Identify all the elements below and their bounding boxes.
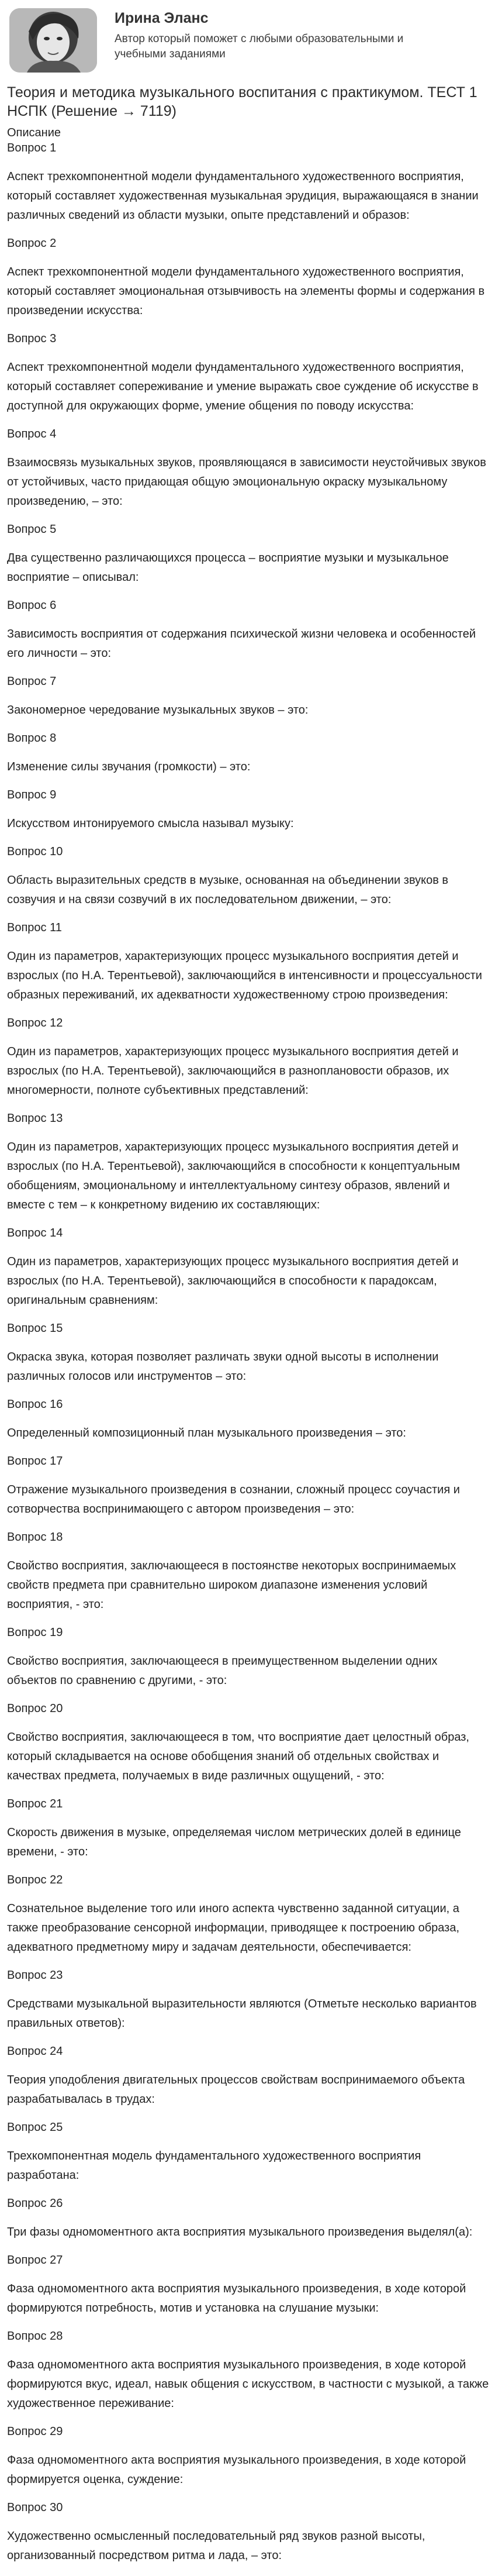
question-item — [7, 1796, 489, 1872]
question-number: Вопрос 11 — [7, 921, 62, 934]
question-text: Отражение музыкального произведения в сознании, сложный процесс соучастия и сотворчества воспринимающего с автором произведения – это: — [7, 1483, 460, 1516]
question-text: Фаза одномоментного акта восприятия музыкального произведения, в ходе которой формируются потребность, мотив и установка на слушание музыки: — [7, 2282, 466, 2315]
question-text: Средствами музыкальной выразительности являются (Отметьте несколько вариантов правильных ответов): — [7, 1998, 477, 2030]
question-item — [7, 674, 489, 731]
author-card[interactable] — [6, 6, 489, 78]
question-text: Взаимосвязь музыкальных звуков, проявляющаяся в зависимости неустойчивых звуков от устойчивых, часто придающая общую эмоциональную окраску музыкальному произведению, – это: — [7, 456, 486, 508]
question-item — [7, 2196, 489, 2253]
question-item — [7, 731, 489, 787]
question-item — [7, 1625, 489, 1701]
question-number: Вопрос 4 — [7, 428, 57, 440]
question-text: Фаза одномоментного акта восприятия музыкального произведения, в ходе которой формируются вкус, идеал, навык общения с искусством, в частности с музыкой, а также художественное переживание: — [7, 2358, 489, 2410]
question-number: Вопрос 24 — [7, 2045, 63, 2058]
question-text: Аспект трехкомпонентной модели фундаментального художественного восприятия, который составляет эмоциональная отзывчивость на элементы формы и содержания в произведении искусства: — [7, 266, 485, 317]
author-subtitle: Автор который поможет с любыми образовательными и учебными заданиями — [115, 33, 404, 60]
question-item — [7, 2329, 489, 2424]
question-number: Вопрос 8 — [7, 732, 57, 745]
question-number: Вопрос 3 — [7, 332, 57, 345]
question-number: Вопрос 17 — [7, 1455, 63, 1468]
question-text: Аспект трехкомпонентной модели фундаментального художественного восприятия, который составляет художественная музыкальная эрудиция, выражающаяся в знании различных сведений из области музыки, опыте представлений и образов: — [7, 170, 479, 222]
question-number: Вопрос 18 — [7, 1531, 63, 1544]
question-text: Изменение силы звучания (громкости) – это: — [7, 760, 251, 773]
question-item — [7, 426, 489, 522]
question-text: Свойство восприятия, заключающееся в постоянстве некоторых воспринимаемых свойств предмета при сравнительно широком диапазоне изменения условий восприятия, - это: — [7, 1559, 456, 1611]
question-number: Вопрос 27 — [7, 2254, 63, 2267]
question-text: Свойство восприятия, заключающееся в преимущественном выделении одних объектов по сравнению с другими, - это: — [7, 1655, 438, 1687]
question-number: Вопрос 7 — [7, 675, 57, 688]
question-text: Один из параметров, характеризующих процесс музыкального восприятия детей и взрослых (по Н.А. Терентьевой), заключающийся в интенсивности и процессуальности образных переживаний, их адекватности художественному строю произведения: — [7, 950, 482, 1001]
question-item — [7, 1397, 489, 1454]
question-text: Один из параметров, характеризующих процесс музыкального восприятия детей и взрослых (по Н.А. Терентьевой), заключающийся в разноплановости образов, их многомерности, полноте субъективных представлений: — [7, 1045, 459, 1097]
question-text: Аспект трехкомпонентной модели фундаментального художественного восприятия, который составляет сопереживание и умение выражать свое суждение об искусстве в доступной для окружающих форме, умение общения по поводу искусства: — [7, 361, 479, 412]
question-item — [7, 140, 489, 236]
question-number: Вопрос 29 — [7, 2425, 63, 2438]
question-item — [7, 1530, 489, 1625]
question-item — [7, 844, 489, 920]
question-text: Художественно осмысленный последовательный ряд звуков разной высоты, организованный посредством ритма и лада, – это: — [7, 2530, 425, 2562]
question-item — [7, 1111, 489, 1225]
question-text: Скорость движения в музыке, определяемая числом метрических долей в единице времени, - это: — [7, 1826, 461, 1858]
question-number: Вопрос 25 — [7, 2121, 63, 2134]
question-number: Вопрос 12 — [7, 1017, 63, 1029]
question-item — [7, 2253, 489, 2329]
question-item — [7, 787, 489, 844]
question-number: Вопрос 30 — [7, 2501, 63, 2514]
question-text: Трехкомпонентная модель фундаментального художественного восприятия разработана: — [7, 2150, 421, 2182]
question-number: Вопрос 5 — [7, 523, 57, 536]
question-text: Один из параметров, характеризующих процесс музыкального восприятия детей и взрослых (по Н.А. Терентьевой), заключающийся в способности к парадоксам, оригинальным сравнениям: — [7, 1255, 459, 1307]
question-text: Окраска звука, которая позволяет различать звуки одной высоты в исполнении различных голосов или инструментов – это: — [7, 1351, 439, 1383]
question-item — [7, 598, 489, 674]
author-info — [115, 8, 442, 62]
question-item — [7, 1872, 489, 1968]
question-text: Определенный композиционный план музыкального произведения – это: — [7, 1427, 406, 1439]
author-name[interactable]: Ирина Эланс — [115, 10, 209, 26]
question-text: Три фазы одномоментного акта восприятия музыкального произведения выделял(а): — [7, 2226, 473, 2238]
question-text: Два существенно различающихся процесса – восприятие музыки и музыкальное восприятие – описывал: — [7, 552, 449, 584]
question-item — [7, 1968, 489, 2044]
question-number: Вопрос 13 — [7, 1112, 63, 1125]
question-number: Вопрос 10 — [7, 845, 63, 858]
question-list — [6, 140, 489, 2576]
question-item — [7, 2500, 489, 2576]
question-text: Фаза одномоментного акта восприятия музыкального произведения, в ходе которой формируется оценка, суждение: — [7, 2454, 466, 2486]
question-item — [7, 331, 489, 426]
author-avatar[interactable] — [9, 8, 97, 73]
question-text: Свойство восприятия, заключающееся в том, что восприятие дает целостный образ, который складывается на основе обобщения знаний об отдельных свойствах и качествах предмета, получаемых в виде различных ощущений, - это: — [7, 1731, 469, 1782]
question-item — [7, 2120, 489, 2196]
question-text: Сознательное выделение того или иного аспекта чувственно заданной ситуации, а также преобразование сенсорной информации, приводящее к построению образа, адекватного предметному миру и задачам деятельности, обеспечивается: — [7, 1902, 460, 1954]
question-text: Зависимость восприятия от содержания психической жизни человека и особенностей его личности – это: — [7, 628, 476, 660]
question-number: Вопрос 22 — [7, 1874, 63, 1886]
question-number: Вопрос 20 — [7, 1702, 63, 1715]
question-text: Область выразительных средств в музыке, основанная на объединении звуков в созвучия и на связи созвучий в их последовательном движении, – это: — [7, 874, 449, 906]
question-text: Один из параметров, характеризующих процесс музыкального восприятия детей и взрослых (по Н.А. Терентьевой), заключающийся в способности к концептуальным обобщениям, эмоциональному и интеллектуальному синтезу образов, явлений и вместе с тем – к конкретному видению их составляющих: — [7, 1141, 461, 1211]
question-number: Вопрос 2 — [7, 237, 57, 250]
description-label: Описание — [7, 126, 61, 139]
question-item — [7, 920, 489, 1015]
question-text: Закономерное чередование музыкальных звуков – это: — [7, 704, 309, 717]
author-avatar-image — [9, 8, 97, 73]
question-text: Теория уподобления двигательных процессов свойствам воспринимаемого объекта разрабатывалась в трудах: — [7, 2074, 465, 2106]
question-item — [7, 1225, 489, 1321]
question-number: Вопрос 16 — [7, 1398, 63, 1411]
question-number: Вопрос 14 — [7, 1227, 63, 1239]
question-item — [7, 1321, 489, 1397]
question-number: Вопрос 6 — [7, 599, 57, 612]
question-text: Искусством интонируемого смысла называл музыку: — [7, 817, 294, 830]
question-number: Вопрос 1 — [7, 142, 57, 154]
question-item — [7, 1015, 489, 1111]
page-title: Теория и методика музыкального воспитания с практикумом. ТЕСТ 1 НСПК (Решение → 7119) — [7, 84, 477, 119]
question-number: Вопрос 21 — [7, 1797, 63, 1810]
question-item — [7, 1454, 489, 1530]
question-item — [7, 522, 489, 598]
question-item — [7, 2424, 489, 2500]
question-item — [7, 236, 489, 331]
question-item — [7, 1701, 489, 1796]
question-number: Вопрос 26 — [7, 2197, 63, 2210]
question-number: Вопрос 23 — [7, 1969, 63, 1982]
question-number: Вопрос 15 — [7, 1322, 63, 1335]
question-number: Вопрос 19 — [7, 1626, 63, 1639]
question-number: Вопрос 28 — [7, 2330, 63, 2343]
question-number: Вопрос 9 — [7, 788, 57, 801]
question-item — [7, 2044, 489, 2120]
